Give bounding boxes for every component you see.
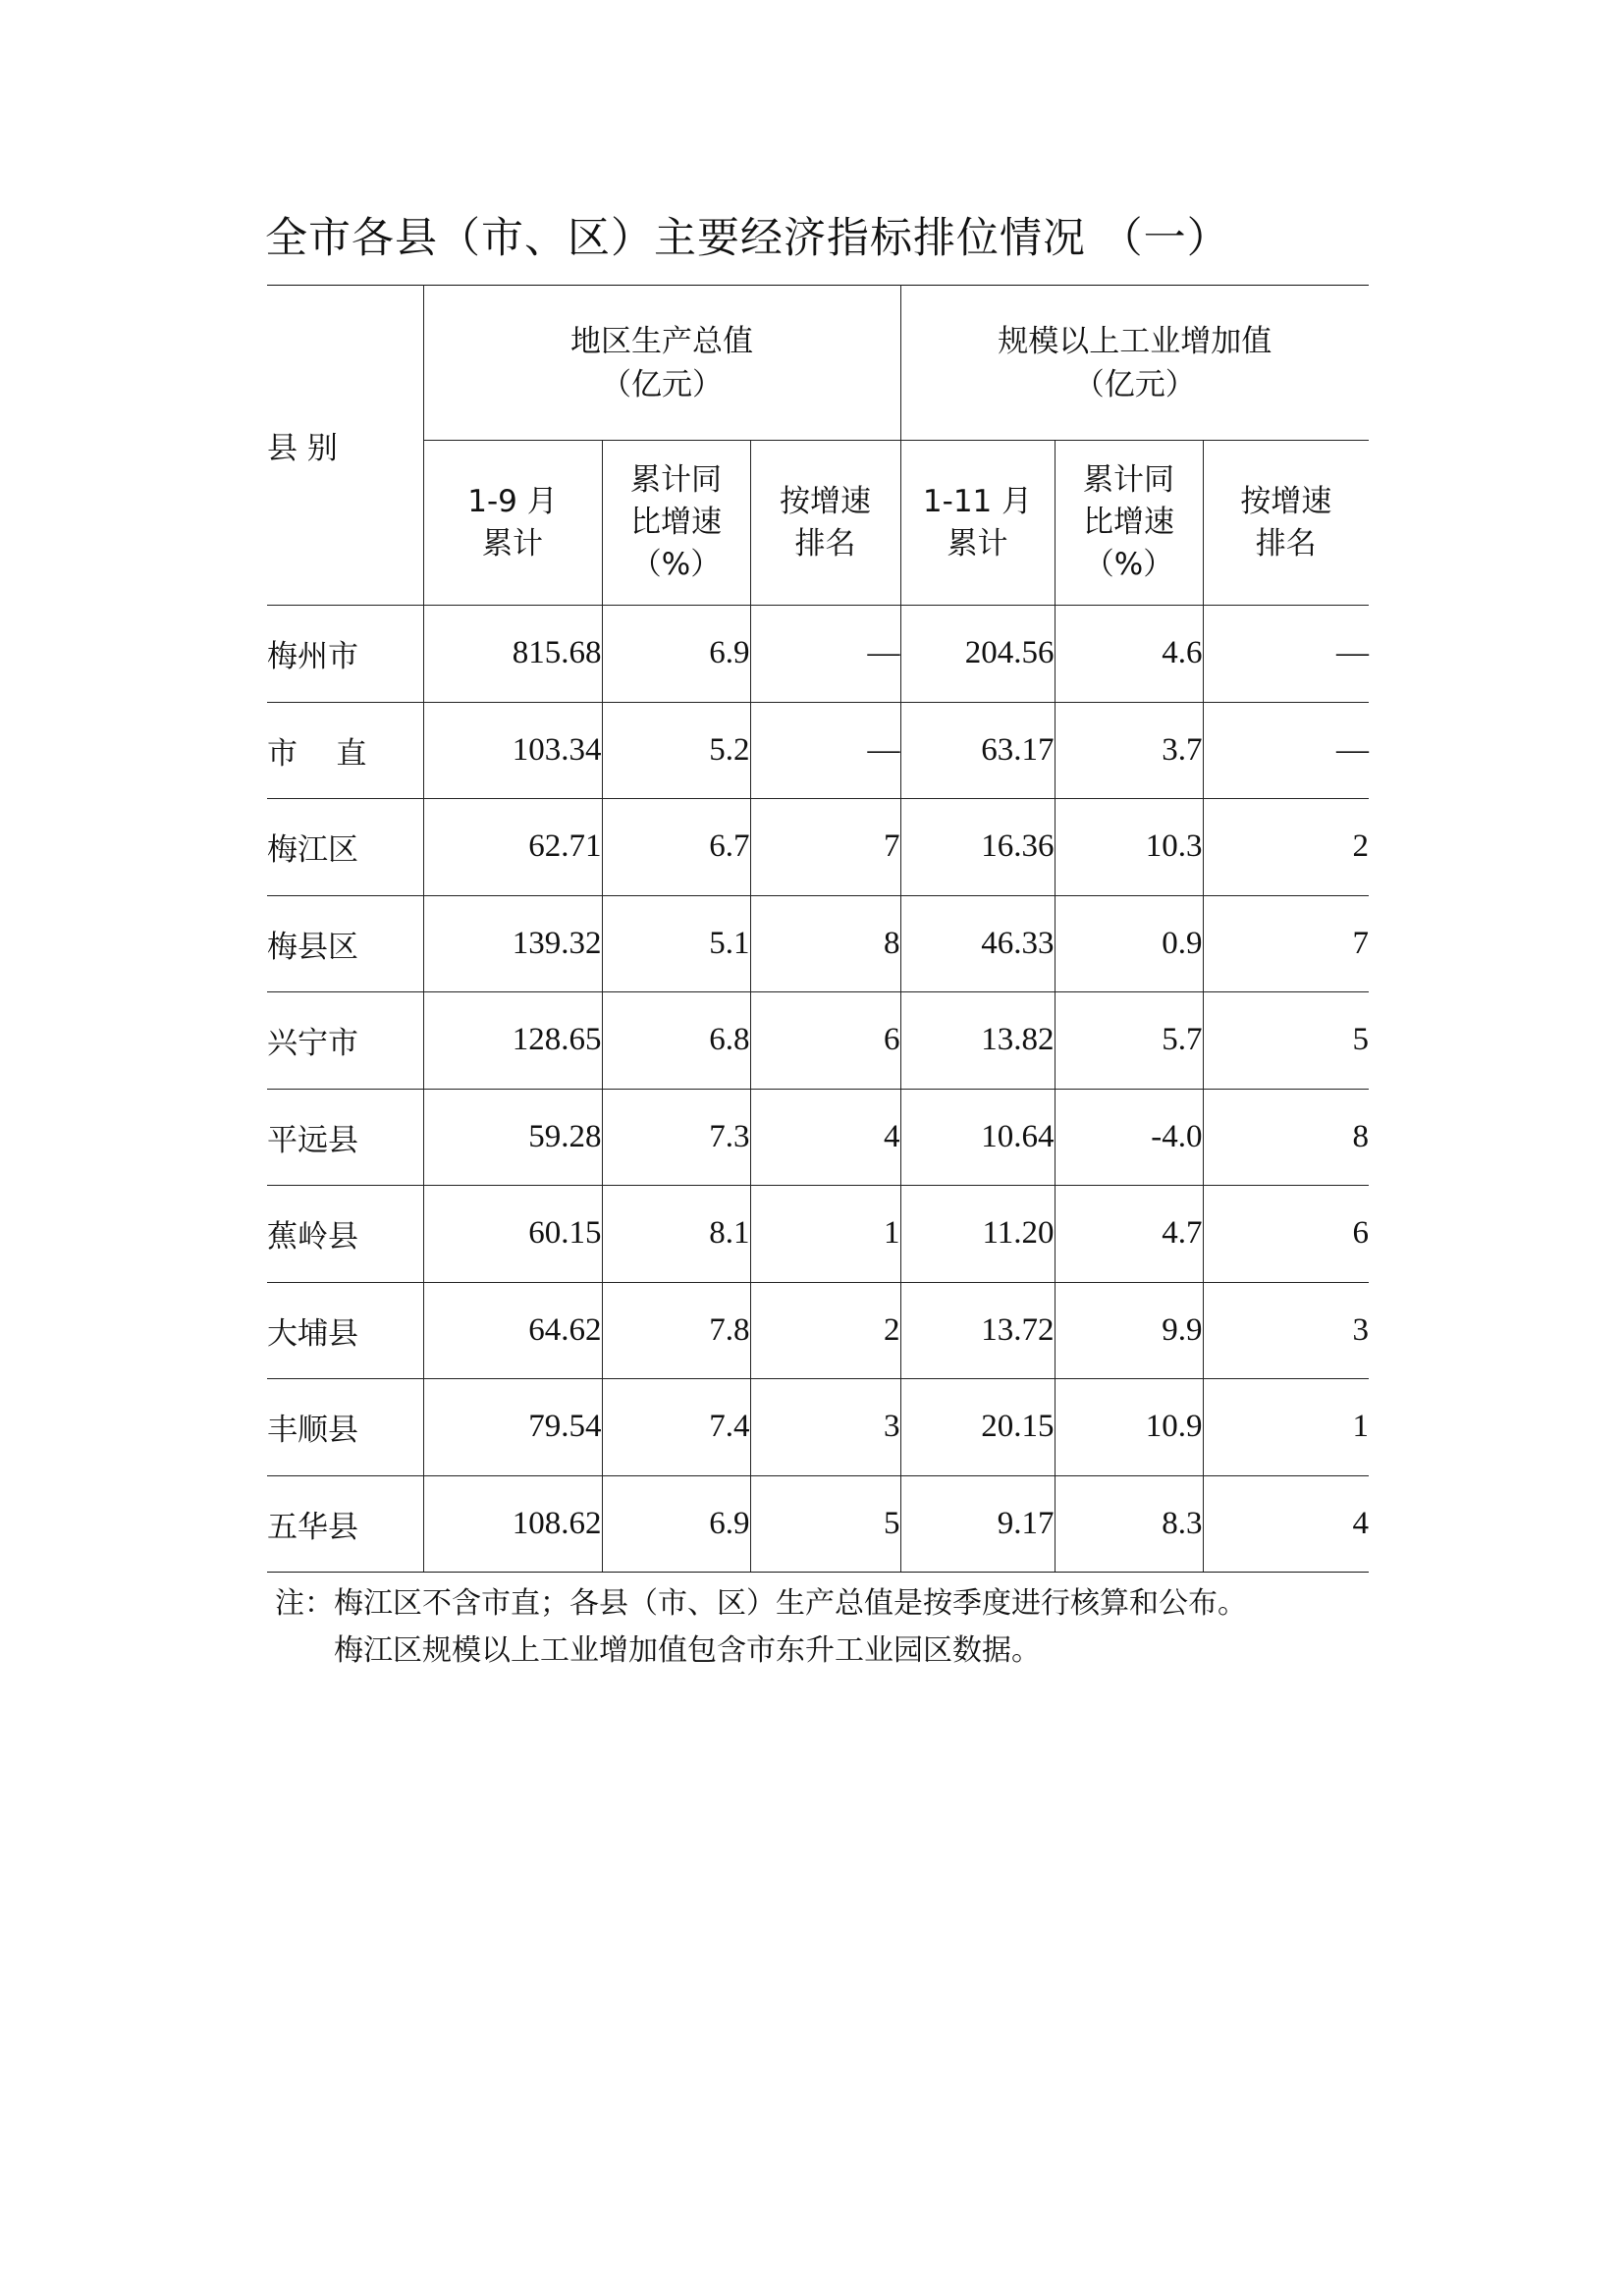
gdp-rank: 5 [750, 1475, 900, 1573]
gdp-rank: 6 [750, 992, 900, 1090]
page-title: 全市各县（市、区）主要经济指标排位情况 （一） [265, 214, 1230, 263]
county-name: 梅江区 [267, 799, 423, 896]
gdp-rank: 4 [750, 1089, 900, 1186]
header-line: 1-9 月 [467, 483, 558, 519]
industry-rank: 2 [1203, 799, 1369, 896]
table-row [267, 1089, 1369, 1186]
county-name: 五华县 [267, 1475, 423, 1573]
industry-rank: — [1203, 702, 1369, 799]
header-row-subcolumns [267, 441, 1369, 606]
gdp-rank: — [750, 606, 900, 703]
industry-growth: 5.7 [1055, 992, 1203, 1090]
gdp-cumulative: 59.28 [423, 1089, 602, 1186]
industry-growth: 3.7 [1055, 702, 1203, 799]
county-name: 市 直 [267, 702, 423, 799]
gdp-rank: — [750, 702, 900, 799]
industry-cumulative: 63.17 [900, 702, 1055, 799]
gdp-group-title: 地区生产总值 [570, 323, 753, 359]
gdp-rank: 7 [750, 799, 900, 896]
industry-growth: 9.9 [1055, 1282, 1203, 1379]
header-line: 1-11 月 [922, 483, 1033, 519]
header-line: （%） [1083, 547, 1174, 582]
county-name: 平远县 [267, 1089, 423, 1186]
gdp-cumulative: 64.62 [423, 1282, 602, 1379]
industry-growth-header [1055, 441, 1203, 606]
header-line: 累计 [947, 525, 1008, 561]
gdp-growth-header [602, 441, 750, 606]
gdp-cumulative-header [423, 441, 602, 606]
table-row [267, 606, 1369, 703]
gdp-cumulative: 139.32 [423, 895, 602, 992]
industry-group-title: 规模以上工业增加值 [998, 323, 1272, 359]
county-name: 蕉岭县 [267, 1186, 423, 1283]
table-row [267, 992, 1369, 1090]
header-row-groups [267, 286, 1369, 441]
industry-growth: -4.0 [1055, 1089, 1203, 1186]
county-name: 梅县区 [267, 895, 423, 992]
gdp-rank-header [750, 441, 900, 606]
table-row [267, 895, 1369, 992]
gdp-rank: 3 [750, 1379, 900, 1476]
industry-growth: 4.7 [1055, 1186, 1203, 1283]
header-line: 比增速 [630, 505, 722, 540]
header-line: （%） [630, 547, 722, 582]
industry-growth: 0.9 [1055, 895, 1203, 992]
gdp-group-unit: （亿元） [601, 366, 723, 402]
county-name: 丰顺县 [267, 1379, 423, 1476]
industry-cumulative-header [900, 441, 1055, 606]
footnote [275, 1580, 1375, 1675]
county-name: 兴宁市 [267, 992, 423, 1090]
industry-growth: 8.3 [1055, 1475, 1203, 1573]
gdp-rank: 8 [750, 895, 900, 992]
industry-cumulative: 13.82 [900, 992, 1055, 1090]
industry-growth: 10.3 [1055, 799, 1203, 896]
industry-rank: 8 [1203, 1089, 1369, 1186]
header-line: 累计同 [1083, 462, 1175, 498]
industry-growth: 10.9 [1055, 1379, 1203, 1476]
gdp-growth: 6.8 [602, 992, 750, 1090]
industry-rank: 4 [1203, 1475, 1369, 1573]
industry-growth: 4.6 [1055, 606, 1203, 703]
county-column-header: 县 别 [267, 286, 423, 606]
gdp-cumulative: 108.62 [423, 1475, 602, 1573]
gdp-cumulative: 815.68 [423, 606, 602, 703]
table-row [267, 1282, 1369, 1379]
gdp-growth: 6.9 [602, 1475, 750, 1573]
gdp-cumulative: 103.34 [423, 702, 602, 799]
industry-rank: 1 [1203, 1379, 1369, 1476]
economic-indicators-table [267, 285, 1369, 1573]
industry-rank: 6 [1203, 1186, 1369, 1283]
industry-rank-header [1203, 441, 1369, 606]
table-row [267, 1379, 1369, 1476]
industry-rank: 5 [1203, 992, 1369, 1090]
industry-rank: — [1203, 606, 1369, 703]
gdp-growth: 7.4 [602, 1379, 750, 1476]
county-name: 梅州市 [267, 606, 423, 703]
gdp-growth: 5.1 [602, 895, 750, 992]
header-line: 按增速 [780, 483, 871, 519]
header-line: 按增速 [1240, 483, 1332, 519]
gdp-growth: 6.9 [602, 606, 750, 703]
header-line: 累计同 [630, 462, 722, 498]
table-row [267, 702, 1369, 799]
footnote-line-1: 注：梅江区不含市直；各县（市、区）生产总值是按季度进行核算和公布。 [275, 1586, 1247, 1621]
industry-cumulative: 11.20 [900, 1186, 1055, 1283]
industry-group-unit: （亿元） [1073, 366, 1196, 402]
industry-cumulative: 10.64 [900, 1089, 1055, 1186]
county-name: 大埔县 [267, 1282, 423, 1379]
industry-cumulative: 20.15 [900, 1379, 1055, 1476]
industry-rank: 7 [1203, 895, 1369, 992]
industry-rank: 3 [1203, 1282, 1369, 1379]
industry-cumulative: 16.36 [900, 799, 1055, 896]
header-line: 累计 [482, 525, 543, 561]
gdp-group-header [423, 286, 900, 441]
gdp-growth: 5.2 [602, 702, 750, 799]
table-row [267, 1186, 1369, 1283]
table-row [267, 1475, 1369, 1573]
gdp-growth: 8.1 [602, 1186, 750, 1283]
footnote-line-2: 梅江区规模以上工业增加值包含市东升工业园区数据。 [334, 1633, 1041, 1668]
industry-cumulative: 13.72 [900, 1282, 1055, 1379]
gdp-growth: 7.8 [602, 1282, 750, 1379]
industry-cumulative: 46.33 [900, 895, 1055, 992]
header-line: 排名 [1255, 525, 1317, 561]
gdp-rank: 2 [750, 1282, 900, 1379]
gdp-cumulative: 128.65 [423, 992, 602, 1090]
gdp-cumulative: 79.54 [423, 1379, 602, 1476]
industry-group-header [900, 286, 1369, 441]
gdp-growth: 7.3 [602, 1089, 750, 1186]
gdp-rank: 1 [750, 1186, 900, 1283]
header-line: 排名 [794, 525, 856, 561]
industry-cumulative: 204.56 [900, 606, 1055, 703]
table-row [267, 799, 1369, 896]
industry-cumulative: 9.17 [900, 1475, 1055, 1573]
gdp-cumulative: 62.71 [423, 799, 602, 896]
gdp-cumulative: 60.15 [423, 1186, 602, 1283]
gdp-growth: 6.7 [602, 799, 750, 896]
header-line: 比增速 [1083, 505, 1175, 540]
